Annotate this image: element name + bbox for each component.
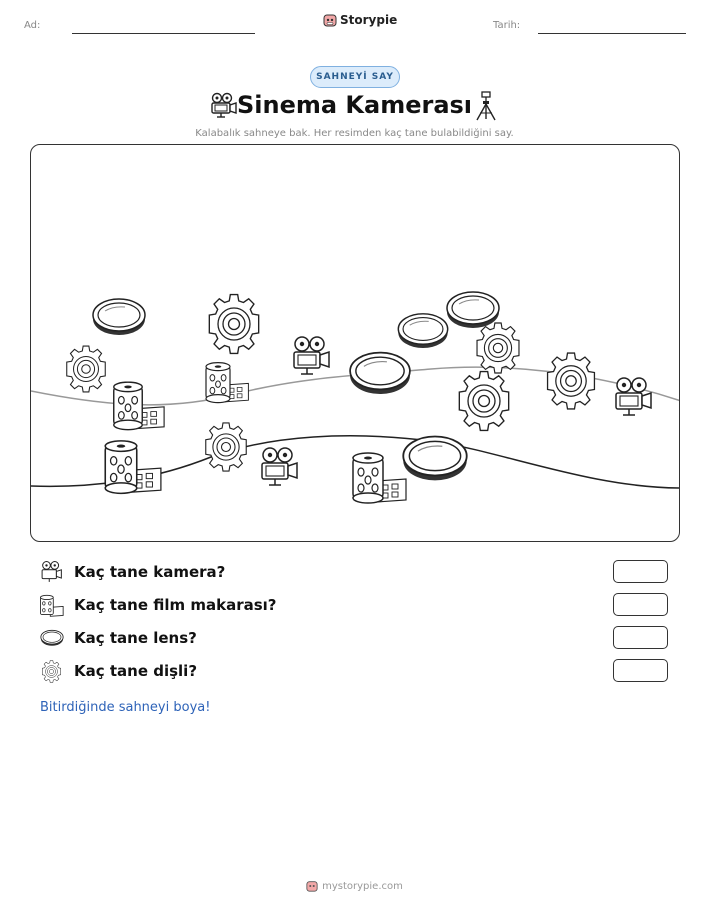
storypie-mascot-icon [323,13,337,27]
scene-lens [398,314,447,348]
scene-gear [67,346,105,392]
question-text: Kaç tane kamera? [74,563,226,581]
answer-box-lens[interactable] [613,626,668,649]
scene-lens [93,299,145,335]
scene-film-reel [114,382,164,430]
page-subtitle: Kalabalık sahneye bak. Her resimden kaç tane bulabildiğini say. [195,128,514,139]
brand-logo [323,13,397,27]
gear-icon [40,660,63,683]
scene-camera [262,448,297,485]
scene-camera [294,337,329,374]
counting-scene [30,144,680,542]
film-reel-icon [40,594,64,618]
question-text: Kaç tane dişli? [74,662,198,680]
lens-icon [40,627,64,649]
question-row-camera [40,560,670,586]
name-label: Ad: [24,20,41,31]
question-text: Kaç tane film makarası? [74,596,277,614]
scene-film-reel [353,453,406,503]
brand-name: Storypie [340,13,398,27]
scene-gear [459,372,508,431]
scene-gear [548,353,595,409]
coloring-instruction: Bitirdiğinde sahneyi boya! [40,700,211,715]
question-row-gear [40,659,670,685]
scene-gear [477,323,519,373]
scene-lens [350,353,410,394]
tripod-icon [474,91,498,121]
camera-icon [40,561,64,583]
answer-box-film-reel[interactable] [613,593,668,616]
section-badge: SAHNEYİ SAY [310,66,400,88]
question-row-film-reel [40,593,670,619]
name-line[interactable] [72,33,255,34]
storypie-mascot-icon [306,880,318,892]
question-text: Kaç tane lens? [74,629,197,647]
scene-film-reel [105,441,161,494]
page-title: Sinema Kamerası [236,91,473,119]
question-row-lens [40,626,670,652]
answer-box-gear[interactable] [613,659,668,682]
scene-illustration [31,145,680,542]
date-label: Tarih: [493,20,521,31]
scene-gear [209,295,258,354]
answer-box-camera[interactable] [613,560,668,583]
footer-brand [0,880,709,892]
scene-gear [206,423,246,471]
scene-lens [403,436,466,480]
footer-url[interactable]: mystorypie.com [322,880,403,892]
scene-film-reel [206,363,248,403]
date-line[interactable] [538,33,686,34]
scene-camera [616,378,651,415]
scene-lens [447,292,499,328]
